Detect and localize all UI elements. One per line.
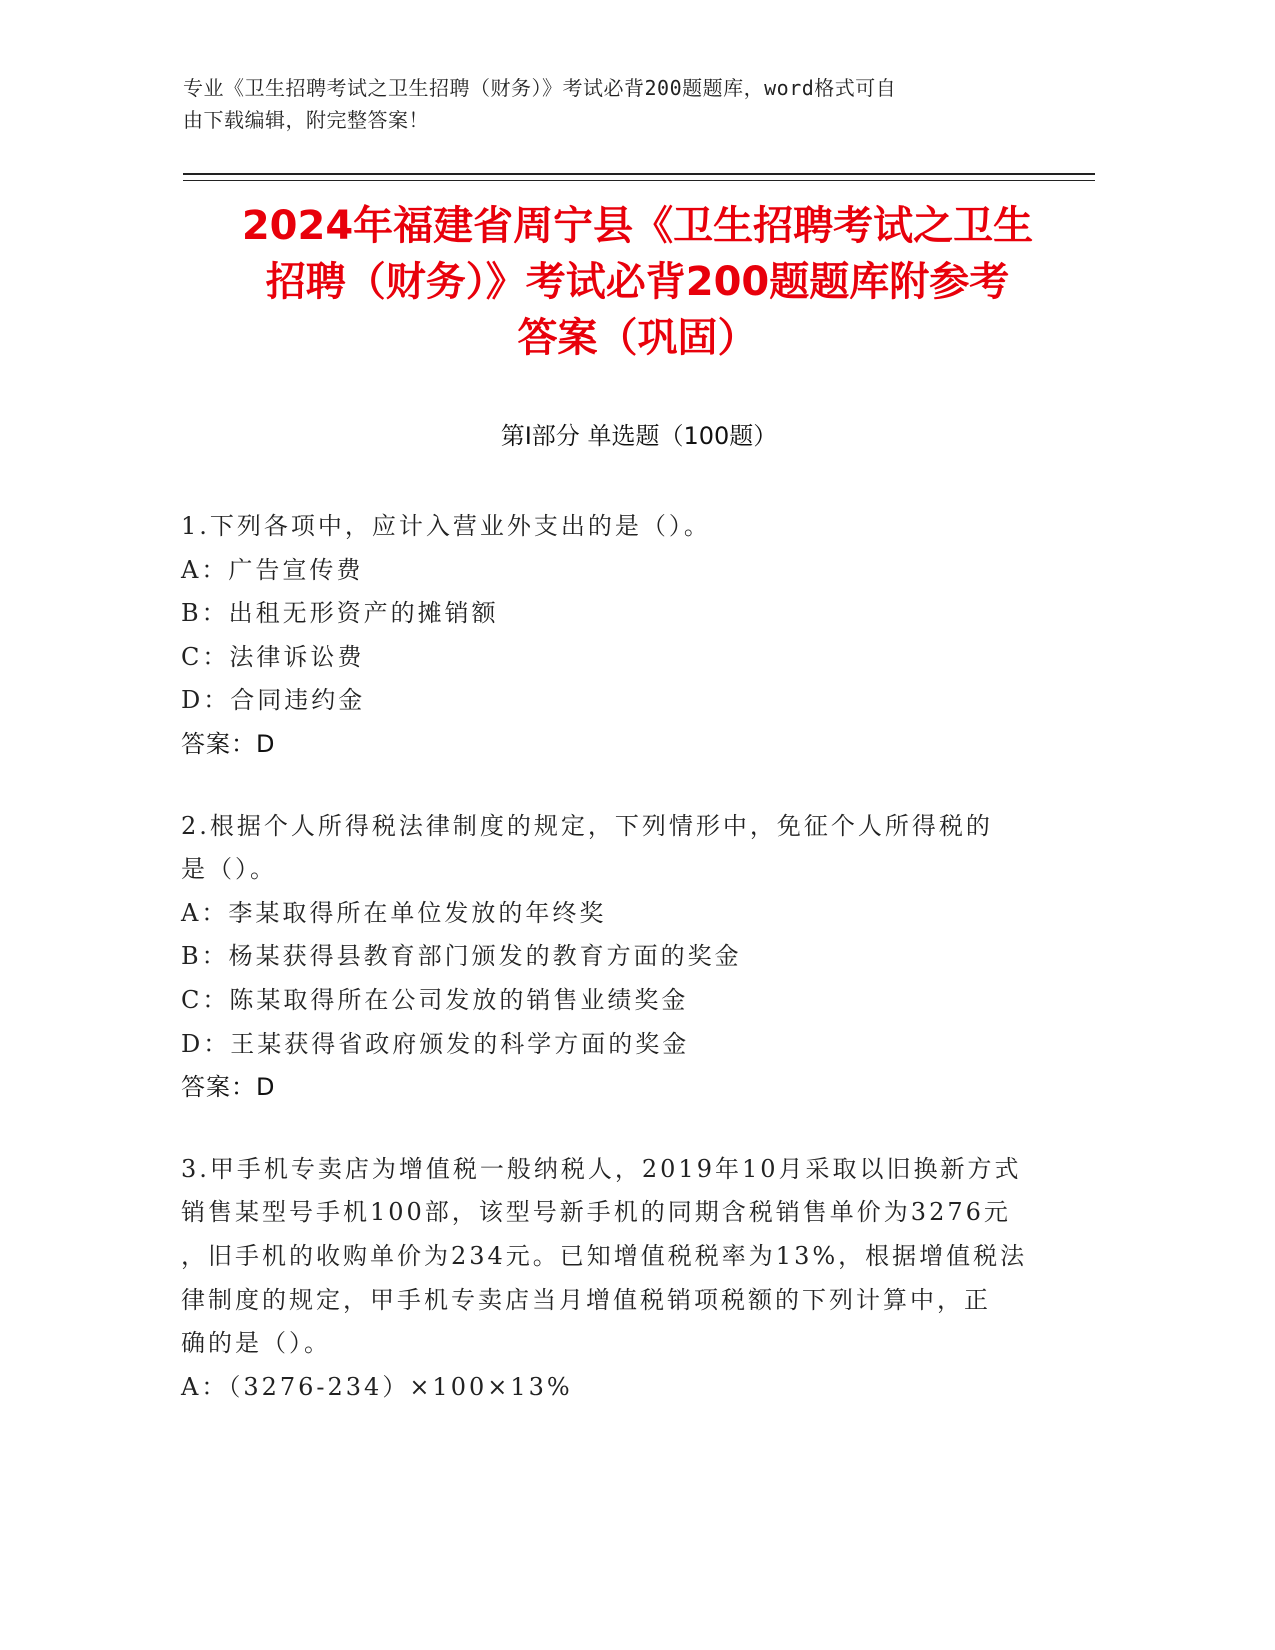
header-note-line-2: 由下载编辑，附完整答案！ [183,108,429,132]
question-1 [181,505,1081,767]
header-note-line-1: 专业《卫生招聘考试之卫生招聘（财务）》考试必背200题题库，word格式可自 [183,76,897,100]
answer-line: 答案：D [181,729,276,758]
question-stem-line-3: ，旧手机的收购单价为234元。已知增值税税率为13%，根据增值税法 [181,1241,1028,1270]
question-stem-line-1: 2.根据个人所得税法律制度的规定，下列情形中，免征个人所得税的 [181,811,993,840]
question-stem-line-2: 销售某型号手机100部，该型号新手机的同期含税销售单价为3276元 [181,1198,1011,1227]
question-3 [181,1148,1081,1410]
question-list [181,505,1081,1447]
document-title-line-3: 答案（巩固） [517,315,758,361]
question-stem: 1.下列各项中，应计入营业外支出的是（）。 [181,512,711,540]
header-rule-thin [183,180,1095,181]
document-title [150,198,1125,366]
document-title-line-2: 招聘（财务）》考试必背200题题库附参考 [265,259,1010,305]
option-d: D：王某获得省政府颁发的科学方面的奖金 [181,1029,690,1058]
document-title-line-1: 2024年福建省周宁县《卫生招聘考试之卫生 [241,203,1034,249]
answer-line: 答案：D [181,1073,276,1102]
option-d: D：合同违约金 [181,686,366,715]
section-heading: 第Ⅰ部分 单选题（100题） [500,422,778,450]
option-b: B：出租无形资产的摊销额 [181,599,499,628]
option-c: C：法律诉讼费 [181,642,365,671]
option-b: B：杨某获得县教育部门颁发的教育方面的奖金 [181,942,742,971]
header-rule-thick [183,173,1095,175]
question-stem-line-4: 律制度的规定，甲手机专卖店当月增值税销项税额的下列计算中，正 [181,1285,991,1314]
option-a: A：（3276-234）×100×13% [181,1372,573,1401]
option-c: C：陈某取得所在公司发放的销售业绩奖金 [181,985,689,1014]
option-a: A：李某取得所在单位发放的年终奖 [181,898,607,927]
option-a: A：广告宣传费 [181,555,364,584]
question-stem-line-2: 是（）。 [181,855,277,884]
question-2 [181,805,1081,1110]
header-note [183,72,1053,136]
question-stem-line-1: 3.甲手机专卖店为增值税一般纳税人，2019年10月采取以旧换新方式 [181,1154,1022,1183]
question-stem-line-5: 确的是（）。 [181,1329,331,1358]
